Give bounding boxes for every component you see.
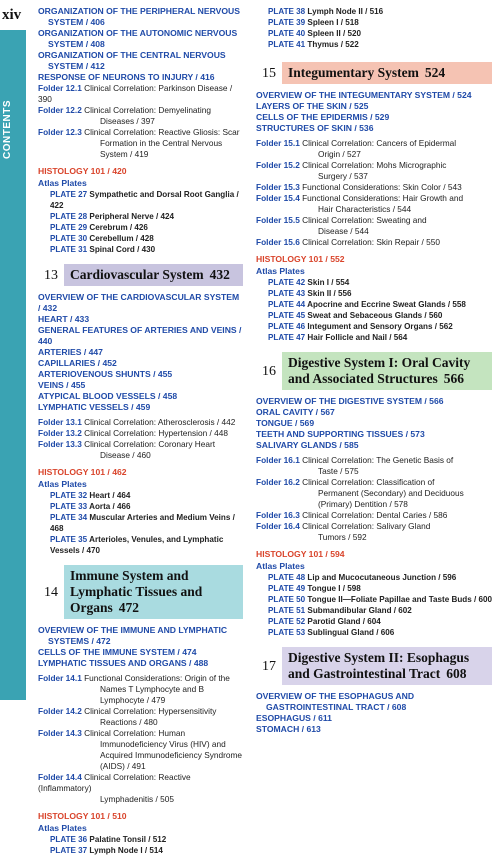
folder-id: Folder 15.2 [256, 160, 300, 170]
plate-text: Tongue II—Foliate Papillae and Taste Buds / 600 [305, 595, 492, 604]
chapter13-plates [38, 490, 243, 556]
folder-id: Folder 15.1 [256, 138, 300, 148]
plate-text: Aorta / 466 [87, 502, 131, 511]
folder-id: Folder 12.3 [38, 127, 82, 137]
plate-entry[interactable] [256, 6, 492, 17]
plate-id: PLATE 36 [50, 835, 88, 844]
plate-id: PLATE 28 [50, 212, 88, 221]
toc-section-entry[interactable] [256, 724, 492, 735]
folder-continuation: Immunodeficiency Virus (HIV) and Acquired Immunodeficiency Syndrome (AIDS) / 491 [100, 739, 243, 771]
folder-entry[interactable] [38, 417, 243, 428]
folder-text: Clinical Correlation: Reactive (Inflammatory) [38, 772, 191, 793]
plate-text: Apocrine and Eccrine Sweat Glands / 558 [305, 300, 466, 309]
plate-text: Arterioles, Venules, and Lymphatic Vessels / 470 [50, 535, 224, 555]
plate-id: PLATE 33 [50, 502, 88, 511]
chapter-number: 14 [38, 565, 64, 619]
toc-section-entry[interactable]: ARTERIES / 447 [38, 347, 103, 357]
folder-entry[interactable] [256, 193, 492, 215]
chapter16-sections [256, 396, 492, 451]
chapter-title: Digestive System I: Oral Cavity and Associated Structures 566 [282, 352, 492, 390]
folder-id: Folder 15.3 [256, 182, 300, 192]
plate-text: Muscular Arteries and Medium Veins / 468 [50, 513, 235, 533]
left-column [38, 6, 243, 856]
chapter14-plates-continued [256, 6, 492, 50]
plate-id: PLATE 48 [268, 573, 306, 582]
plate-entry[interactable] [256, 332, 492, 343]
chapter-13-header[interactable] [38, 264, 243, 286]
toc-section-entry[interactable]: ARTERIOVENOUS SHUNTS / 455 [38, 369, 173, 379]
folder-continuation: Origin / 527 [318, 149, 361, 159]
folder-continuation: Diseases / 397 [100, 116, 155, 126]
toc-section-entry[interactable]: OVERVIEW OF THE CARDIOVASCULAR SYSTEM / 432 [38, 292, 240, 313]
plate-id: PLATE 50 [268, 595, 306, 604]
plate-entry[interactable] [256, 288, 492, 299]
folder-continuation: Names T Lymphocyte and B Lymphocyte / 479 [100, 684, 205, 705]
folder-id: Folder 13.3 [38, 439, 82, 449]
plate-text: Palatine Tonsil / 512 [87, 835, 167, 844]
toc-section-entry[interactable]: ATYPICAL BLOOD VESSELS / 458 [38, 391, 178, 401]
plate-text: Spleen II / 520 [305, 29, 361, 38]
plate-entry[interactable] [256, 28, 492, 39]
folder-id: Folder 16.1 [256, 455, 300, 465]
plate-id: PLATE 45 [268, 311, 306, 320]
atlas-plates-heading-13: Atlas Plates [38, 479, 87, 489]
plate-id: PLATE 46 [268, 322, 306, 331]
folder-entry[interactable] [38, 673, 243, 706]
histology-15[interactable]: HISTOLOGY 101 / 552 [256, 254, 345, 264]
plate-entry[interactable] [256, 594, 492, 605]
toc-section-text: OVERVIEW OF THE ESOPHAGUS AND [256, 691, 415, 701]
folder-entry[interactable] [256, 477, 492, 510]
folder-continuation: Permanent (Secondary) and Deciduous (Primary) Dentition / 578 [318, 488, 464, 509]
folder-text: Clinical Correlation: Demyelinating [81, 105, 211, 115]
toc-section-entry[interactable] [38, 28, 243, 50]
plate-text: Parotid Gland / 604 [305, 617, 381, 626]
folder-continuation: Disease / 544 [318, 226, 369, 236]
folder-continuation: Surgery / 537 [318, 171, 368, 181]
folder-id: Folder 15.5 [256, 215, 300, 225]
atlas-plates-heading-12: Atlas Plates [38, 178, 87, 188]
atlas-plates-heading-16: Atlas Plates [256, 561, 305, 571]
toc-section-continuation: SYSTEM / 406 [48, 17, 105, 27]
chapter-title: Integumentary System 524 [282, 62, 492, 84]
folder-text: Clinical Correlation: Coronary Heart [81, 439, 216, 449]
folder-id: Folder 16.3 [256, 510, 300, 520]
plate-id: PLATE 34 [50, 513, 88, 522]
toc-section-entry[interactable] [38, 658, 243, 669]
folder-entry[interactable] [256, 510, 492, 521]
plate-id: PLATE 44 [268, 300, 306, 309]
plate-entry[interactable] [38, 244, 243, 255]
folder-entry[interactable] [38, 83, 243, 105]
toc-section-entry[interactable]: VEINS / 455 [38, 380, 86, 390]
plate-text: Skin I / 554 [305, 278, 350, 287]
plate-entry[interactable] [38, 845, 243, 856]
plate-id: PLATE 37 [50, 846, 88, 855]
plate-text: Skin II / 556 [305, 289, 352, 298]
chapter14-plates [38, 834, 243, 856]
toc-section-text: STOMACH / 613 [256, 724, 321, 734]
plate-entry[interactable] [256, 572, 492, 583]
toc-section-entry[interactable]: LYMPHATIC VESSELS / 459 [38, 402, 151, 412]
plate-id: PLATE 43 [268, 289, 306, 298]
toc-section-entry[interactable] [38, 625, 243, 647]
plate-text: Heart / 464 [87, 491, 131, 500]
toc-section-text: LYMPHATIC TISSUES AND ORGANS / 488 [38, 658, 209, 668]
chapter12-folders [38, 83, 243, 160]
plate-id: PLATE 53 [268, 628, 306, 637]
plate-entry[interactable] [38, 222, 243, 233]
plate-text: Submandibular Gland / 602 [305, 606, 412, 615]
folder-text: Clinical Correlation: Reactive Gliosis: Scar [81, 127, 240, 137]
folder-entry[interactable] [38, 728, 243, 772]
chapter16-folders [256, 455, 492, 543]
toc-section-text: CELLS OF THE IMMUNE SYSTEM / 474 [38, 647, 197, 657]
folder-text: Functional Considerations: Skin Color / 543 [299, 182, 462, 192]
toc-section-entry[interactable] [256, 713, 492, 724]
plate-id: PLATE 35 [50, 535, 88, 544]
folder-id: Folder 12.1 [38, 83, 82, 93]
folder-entry[interactable] [38, 772, 243, 805]
right-column [256, 6, 492, 735]
toc-section-continuation: GASTROINTESTINAL TRACT / 608 [266, 702, 407, 712]
plate-id: PLATE 30 [50, 234, 88, 243]
chapter15-sections [256, 90, 492, 134]
folder-entry[interactable] [256, 138, 492, 160]
folder-entry[interactable] [256, 237, 492, 248]
chapter14-folders [38, 673, 243, 805]
plate-id: PLATE 52 [268, 617, 306, 626]
toc-section-text: ORGANIZATION OF THE AUTONOMIC NERVOUS [38, 28, 238, 38]
folder-id: Folder 14.2 [38, 706, 82, 716]
chapter-title: Digestive System II: Esophagus and Gastrointestinal Tract 608 [282, 647, 492, 685]
toc-section-entry[interactable]: OVERVIEW OF THE INTEGUMENTARY SYSTEM / 524 [256, 90, 472, 100]
chapter-number: 13 [38, 264, 64, 286]
toc-section-entry[interactable] [38, 72, 243, 83]
chapter12-plates [38, 189, 243, 255]
page-number: xiv [0, 0, 34, 30]
folder-id: Folder 12.2 [38, 105, 82, 115]
chapter-number: 17 [256, 647, 282, 685]
plate-text: Lip and Mucocutaneous Junction / 596 [305, 573, 457, 582]
chapter14-sections [38, 625, 243, 669]
folder-continuation: Lymphadenitis / 505 [100, 794, 174, 804]
chapter16-plates [256, 572, 492, 638]
toc-section-entry[interactable]: LAYERS OF THE SKIN / 525 [256, 101, 369, 111]
plate-text: Lymph Node I / 514 [87, 846, 163, 855]
plate-text: Sympathetic and Dorsal Root Ganglia / 422 [50, 190, 239, 210]
chapter-15-header[interactable] [256, 62, 492, 84]
toc-section-entry[interactable]: CAPILLARIES / 452 [38, 358, 117, 368]
folder-text: Clinical Correlation: Skin Repair / 550 [299, 237, 441, 247]
toc-section-continuation: SYSTEM / 408 [48, 39, 105, 49]
toc-section-text: ORGANIZATION OF THE CENTRAL NERVOUS [38, 50, 226, 60]
plate-text: Spleen I / 518 [305, 18, 359, 27]
folder-id: Folder 14.3 [38, 728, 82, 738]
folder-id: Folder 15.4 [256, 193, 300, 203]
folder-id: Folder 13.1 [38, 417, 82, 427]
folder-entry[interactable] [256, 455, 492, 477]
atlas-plates-heading-15: Atlas Plates [256, 266, 305, 276]
histology-12[interactable]: HISTOLOGY 101 / 420 [38, 166, 127, 176]
toc-section-entry[interactable]: GENERAL FEATURES OF ARTERIES AND VEINS / 440 [38, 325, 242, 346]
chapter-number: 15 [256, 62, 282, 84]
plate-id: PLATE 27 [50, 190, 88, 199]
folder-continuation: Disease / 460 [100, 450, 151, 460]
plate-entry[interactable] [256, 605, 492, 616]
chapter15-plates [256, 277, 492, 343]
toc-section-entry[interactable]: CELLS OF THE EPIDERMIS / 529 [256, 112, 390, 122]
folder-text: Clinical Correlation: Classification of [299, 477, 435, 487]
plate-id: PLATE 42 [268, 278, 306, 287]
plate-entry[interactable] [38, 490, 243, 501]
folder-id: Folder 14.4 [38, 772, 82, 782]
plate-text: Integument and Sensory Organs / 562 [305, 322, 453, 331]
plate-entry[interactable] [38, 834, 243, 845]
toc-section-entry[interactable]: TONGUE / 569 [256, 418, 315, 428]
toc-section-entry[interactable] [38, 647, 243, 658]
chapter-17-header[interactable] [256, 647, 492, 685]
folder-text: Clinical Correlation: Mohs Micrographic [299, 160, 447, 170]
plate-entry[interactable] [256, 299, 492, 310]
toc-section-entry[interactable]: STRUCTURES OF SKIN / 536 [256, 123, 374, 133]
chapter-16-header[interactable] [256, 352, 492, 390]
toc-section-continuation: SYSTEMS / 472 [48, 636, 111, 646]
plate-text: Sublingual Gland / 606 [305, 628, 395, 637]
toc-section-entry[interactable] [38, 50, 243, 72]
toc-section-entry[interactable] [256, 691, 492, 713]
plate-id: PLATE 38 [268, 7, 306, 16]
folder-entry[interactable] [256, 182, 492, 193]
plate-id: PLATE 31 [50, 245, 88, 254]
plate-entry[interactable] [256, 583, 492, 594]
sidebar-band [0, 0, 26, 700]
folder-text: Clinical Correlation: Human [81, 728, 186, 738]
plate-id: PLATE 51 [268, 606, 306, 615]
folder-entry[interactable] [256, 160, 492, 182]
chapter-number: 16 [256, 352, 282, 390]
folder-id: Folder 16.2 [256, 477, 300, 487]
plate-entry[interactable] [256, 627, 492, 638]
plate-text: Sweat and Sebaceous Glands / 560 [305, 311, 443, 320]
folder-id: Folder 16.4 [256, 521, 300, 531]
toc-section-text: OVERVIEW OF THE IMMUNE AND LYMPHATIC [38, 625, 228, 635]
histology-16[interactable]: HISTOLOGY 101 / 594 [256, 549, 345, 559]
plate-id: PLATE 32 [50, 491, 88, 500]
plate-entry[interactable] [256, 39, 492, 50]
toc-section-text: ORGANIZATION OF THE PERIPHERAL NERVOUS [38, 6, 240, 16]
chapter-title: Cardiovascular System 432 [64, 264, 243, 286]
plate-text: Cerebrum / 426 [87, 223, 148, 232]
folder-text: Clinical Correlation: The Genetic Basis of [299, 455, 454, 465]
plate-entry[interactable] [256, 310, 492, 321]
folder-text: Clinical Correlation: Atherosclerosis / 442 [81, 417, 236, 427]
folder-entry[interactable] [38, 706, 243, 728]
toc-section-text: ESOPHAGUS / 611 [256, 713, 332, 723]
folder-id: Folder 15.6 [256, 237, 300, 247]
chapter12-sections [38, 6, 243, 83]
folder-text: Clinical Correlation: Parkinson Disease / 390 [38, 83, 233, 104]
plate-text: Spinal Cord / 430 [87, 245, 156, 254]
folder-text: Functional Considerations: Origin of the [81, 673, 230, 683]
chapter13-folders [38, 417, 243, 461]
plate-id: PLATE 47 [268, 333, 306, 342]
atlas-plates-heading-14: Atlas Plates [38, 823, 87, 833]
plate-entry[interactable] [38, 189, 243, 211]
plate-id: PLATE 29 [50, 223, 88, 232]
plate-entry[interactable] [38, 534, 243, 556]
folder-text: Clinical Correlation: Dental Caries / 586 [299, 510, 448, 520]
folder-text: Clinical Correlation: Hypertension / 448 [81, 428, 229, 438]
toc-section-continuation: SYSTEM / 412 [48, 61, 105, 71]
toc-section-entry[interactable]: SALIVARY GLANDS / 585 [256, 440, 359, 450]
toc-section-text: RESPONSE OF NEURONS TO INJURY / 416 [38, 72, 215, 82]
chapter15-folders [256, 138, 492, 248]
folder-text: Clinical Correlation: Cancers of Epidermal [299, 138, 457, 148]
plate-entry[interactable] [38, 501, 243, 512]
plate-id: PLATE 39 [268, 18, 306, 27]
folder-continuation: Hair Characteristics / 544 [318, 204, 412, 214]
folder-continuation: Tumors / 592 [318, 532, 367, 542]
toc-section-entry[interactable] [38, 6, 243, 28]
chapter13-sections [38, 292, 243, 413]
folder-continuation: Taste / 575 [318, 466, 359, 476]
folder-text: Clinical Correlation: Sweating and [299, 215, 427, 225]
chapter17-sections [256, 691, 492, 735]
plate-text: Tongue I / 598 [305, 584, 361, 593]
section-label: CONTENTS [2, 100, 13, 160]
plate-id: PLATE 41 [268, 40, 306, 49]
plate-text: Hair Follicle and Nail / 564 [305, 333, 408, 342]
toc-section-entry[interactable]: OVERVIEW OF THE DIGESTIVE SYSTEM / 566 [256, 396, 444, 406]
plate-entry[interactable] [38, 233, 243, 244]
plate-id: PLATE 40 [268, 29, 306, 38]
toc-section-entry[interactable]: ORAL CAVITY / 567 [256, 407, 335, 417]
plate-entry[interactable] [38, 512, 243, 534]
toc-section-entry[interactable]: TEETH AND SUPPORTING TISSUES / 573 [256, 429, 425, 439]
folder-text: Clinical Correlation: Salivary Gland [299, 521, 431, 531]
folder-text: Functional Considerations: Hair Growth and [299, 193, 464, 203]
histology-13[interactable]: HISTOLOGY 101 / 462 [38, 467, 127, 477]
plate-text: Thymus / 522 [305, 40, 359, 49]
folder-id: Folder 14.1 [38, 673, 82, 683]
plate-entry[interactable] [38, 211, 243, 222]
folder-continuation: Reactions / 480 [100, 717, 158, 727]
chapter-14-header[interactable] [38, 565, 243, 619]
plate-text: Cerebellum / 428 [87, 234, 154, 243]
folder-text: Clinical Correlation: Hypersensitivity [81, 706, 217, 716]
folder-continuation: Formation in the Central Nervous System / 419 [100, 138, 223, 159]
folder-entry[interactable] [38, 428, 243, 439]
plate-entry[interactable] [256, 616, 492, 627]
folder-id: Folder 13.2 [38, 428, 82, 438]
plate-text: Lymph Node II / 516 [305, 7, 384, 16]
toc-section-entry[interactable]: HEART / 433 [38, 314, 90, 324]
folder-entry[interactable] [38, 127, 243, 160]
folder-entry[interactable] [256, 215, 492, 237]
plate-text: Peripheral Nerve / 424 [87, 212, 175, 221]
plate-entry[interactable] [256, 321, 492, 332]
plate-entry[interactable] [256, 277, 492, 288]
chapter-title: Immune System and Lymphatic Tissues and Organs 472 [64, 565, 243, 619]
histology-14[interactable]: HISTOLOGY 101 / 510 [38, 811, 127, 821]
folder-entry[interactable] [38, 105, 243, 127]
plate-id: PLATE 49 [268, 584, 306, 593]
folder-entry[interactable] [256, 521, 492, 543]
folder-entry[interactable] [38, 439, 243, 461]
plate-entry[interactable] [256, 17, 492, 28]
